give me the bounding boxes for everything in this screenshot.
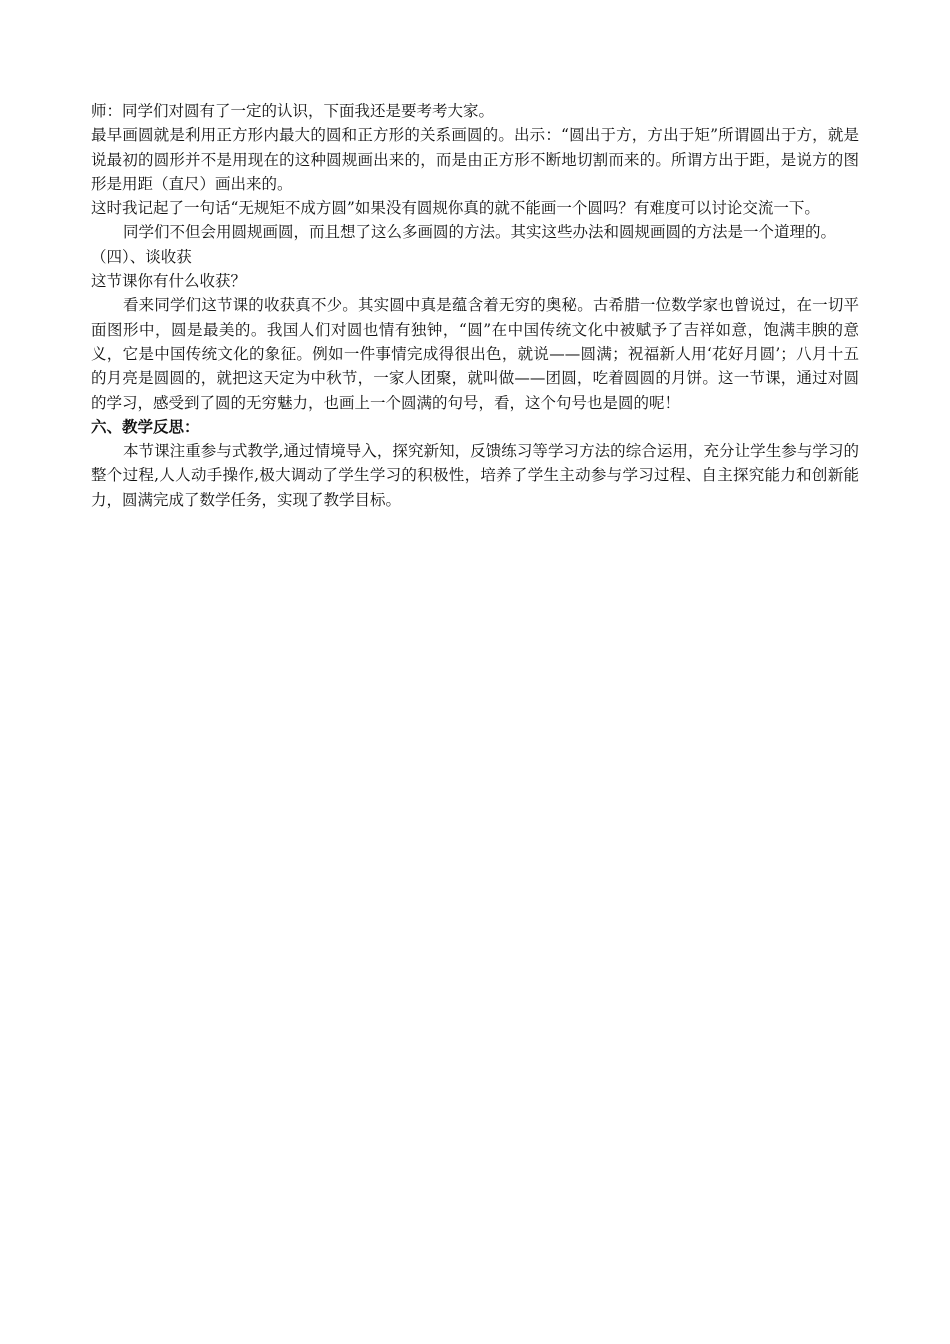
summary-paragraph: 看来同学们这节课的收获真不少。其实圆中真是蕴含着无穷的奥秘。古希腊一位数学家也曾说过，在一切平面图形中，圆是最美的。我国人们对圆也情有独钟，“圆”在中国传统文化中被赋予了吉祥如意，饱满丰腴的意义，它是中国传统文化的象征。例如一件事情完成得很出色，就说——圆满；祝福新人用‘花好月圆’；八月十五的月亮是圆圆的，就把这天定为中秋节，一家人团聚，就叫做——团圆，吃着圆圆的月饼。这一节课，通过对圆的学习，感受到了圆的无穷魅力，也画上一个圆满的句号，看，这个句号也是圆的呢！ [91,296,859,412]
question-paragraph: 这时我记起了一句话“无规矩不成方圆”如果没有圆规你真的就不能画一个圆吗？有难度可以讨论交流一下。 [91,199,820,218]
section-six-heading: 六、教学反思： [91,416,200,436]
reflection-paragraph: 本节课注重参与式教学,通过情境导入，探究新知，反馈练习等学习方法的综合运用，充分让学生参与学习的整个过程,人人动手操作,极大调动了学生学习的积极性，培养了学生主动参与学习过程、自主探究能力和创新能力，圆满完成了数学任务，实现了教学目标。 [91,442,859,509]
methods-paragraph: 同学们不但会用圆规画圆，而且想了这么多画圆的方法。其实这些办法和圆规画圆的方法是一个道理的。 [123,223,837,242]
intro-line: 师：同学们对圆有了一定的认识，下面我还是要考考大家。 [91,102,495,120]
section-four-heading: （四）、谈收获 [91,247,192,266]
history-paragraph: 最早画圆就是利用正方形内最大的圆和正方形的关系画圆的。出示：“圆出于方，方出于矩”所谓圆出于方，就是说最初的圆形并不是用现在的这种圆规画出来的，而是由正方形不断地切割而来的。所谓方出于距，是说方的图形是用距（直尺）画出来的。 [91,126,859,193]
harvest-question: 这节课你有什么收获？ [91,272,247,291]
document-body [91,99,859,512]
